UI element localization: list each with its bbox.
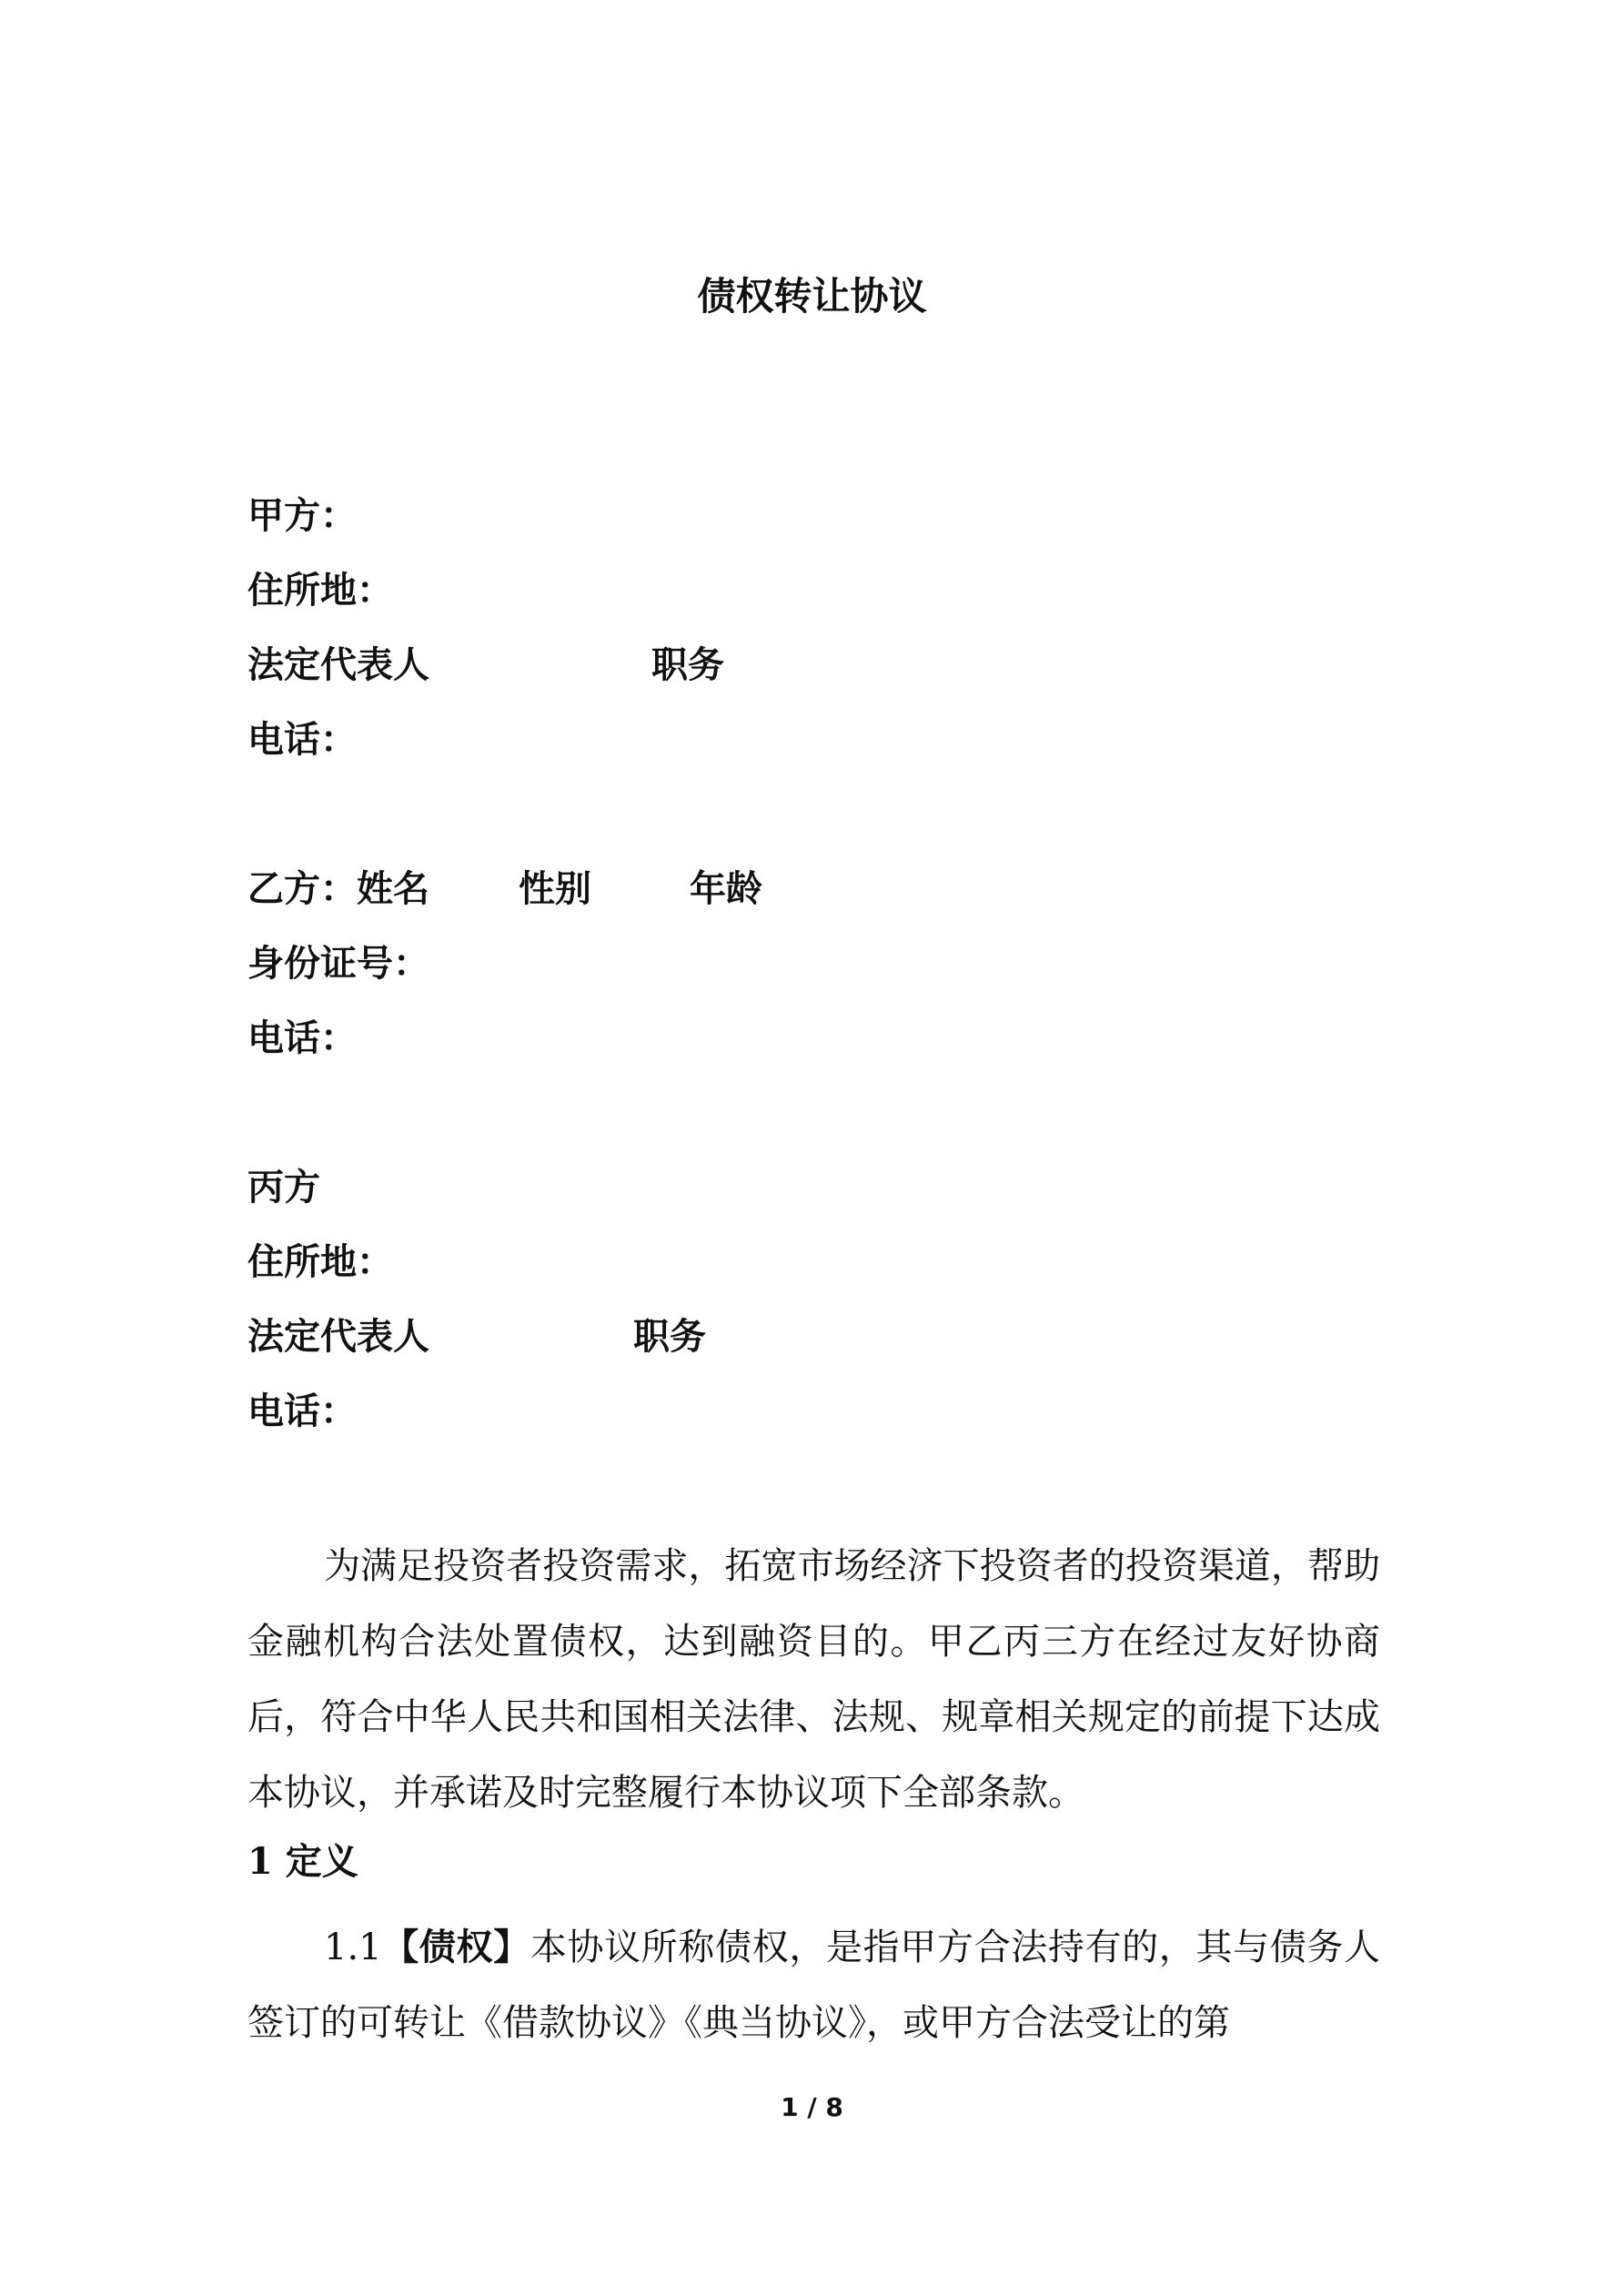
party-c-phone: 电话： [247, 1390, 357, 1432]
clause-1-1-text: 本协议所称债权，是指甲方合法持有的，其与债务人签订的可转让《借款协议》《典当协议》，或甲方合法受让的第 [247, 1927, 1381, 2044]
party-b-row [247, 862, 762, 916]
party-a-legal-rep-row [247, 638, 724, 693]
party-b-age: 年龄 [690, 867, 762, 910]
party-a-legal-rep: 法定代表人 [247, 643, 429, 686]
party-b-gender: 性别 [519, 867, 591, 910]
party-c-position: 职务 [633, 1315, 706, 1358]
party-b-name-label: 乙方：姓名 [247, 867, 429, 910]
party-c-label: 丙方 [247, 1166, 320, 1209]
section-1-heading: 1 定义 [247, 1840, 358, 1883]
preamble-paragraph: 为满足投资者投资需求，拓宽市场经济下投资者的投资渠道，帮助金融机构合法处置债权，达到融资目的。甲乙丙三方在经过友好协商后，符合中华人民共和国相关法律、法规、规章相关规定的前提下达成本协议，并承诺及时完整履行本协议项下全部条款。 [247, 1545, 1380, 1814]
document-title: 债权转让协议 [697, 274, 927, 319]
clause-1-1-number: 1.1 [324, 1927, 382, 1968]
clause-1-1-term: 【债权】 [381, 1926, 530, 1968]
party-a-label: 甲方： [247, 494, 357, 537]
party-c-legal-rep: 法定代表人 [247, 1315, 429, 1358]
party-a-address: 住所地： [247, 569, 393, 612]
clause-1-1 [247, 1909, 1380, 2061]
party-a-phone: 电话： [247, 718, 357, 761]
party-a-position: 职务 [651, 643, 724, 686]
page-number: 1 / 8 [781, 2092, 843, 2122]
party-c-legal-rep-row [247, 1310, 706, 1364]
party-b-phone: 电话： [247, 1017, 357, 1059]
party-c-address: 住所地： [247, 1240, 393, 1283]
party-b-id-number: 身份证号： [247, 942, 429, 985]
